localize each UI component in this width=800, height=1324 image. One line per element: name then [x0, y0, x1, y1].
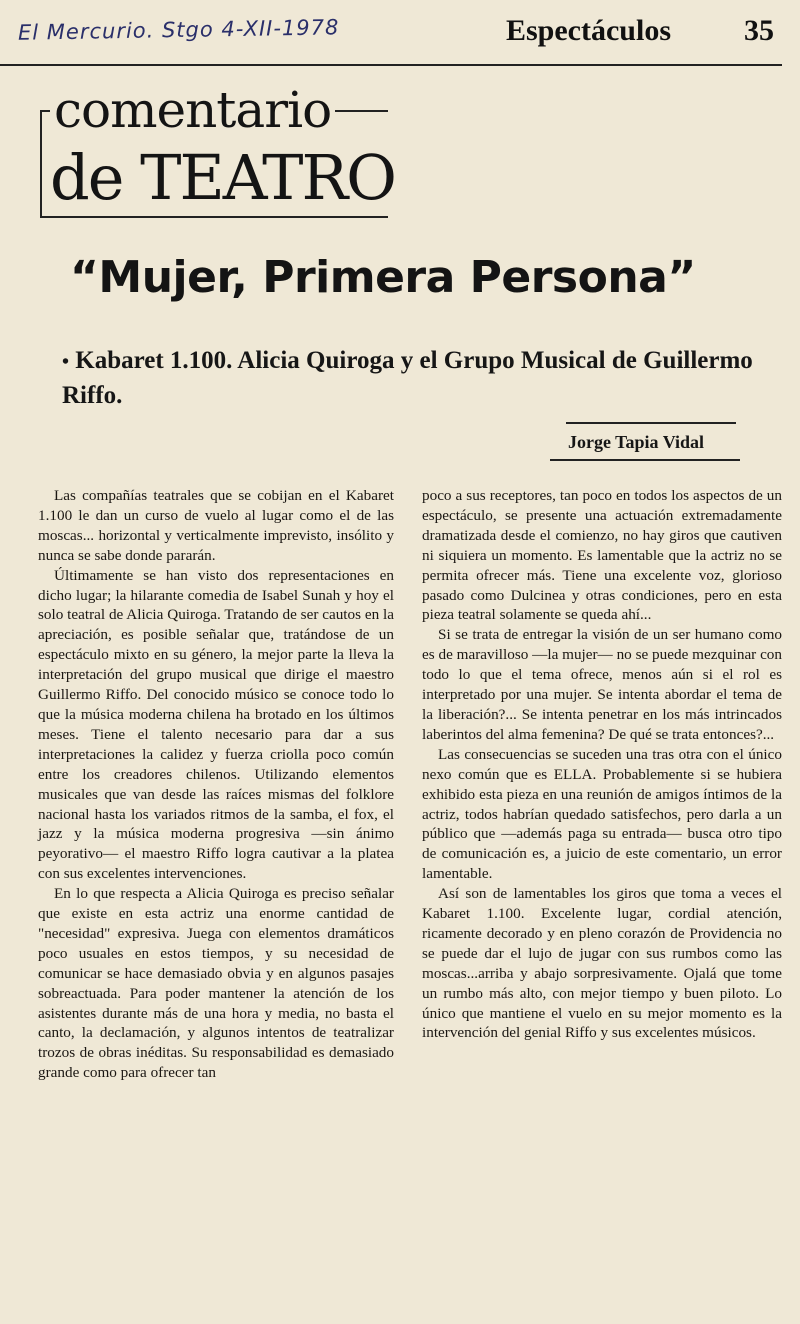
paragraph: En lo que respecta a Alicia Quiroga es preciso señalar que existe en esta actriz una enorme cantidad de "necesidad" expresiva. Juega con elementos dramáticos poco usuales en estos tiempos, y su necesidad de comunicar se hace demasiado obvia y en algunos pasajes sobreactuada. Para poder mantener la atención de los asistentes durante más de una hora y media, no basta el canto, la declamación, y algunos intentos de teatralizar trozos de obras inéditas. Su responsabilidad es demasiado grande como para ofrecer tan [38, 885, 394, 1082]
paragraph: Las consecuencias se suceden una tras otra con el único nexo común que es ELLA. Probablemente si se hubiera exhibido esta pieza en una reunión de amigos íntimos de la actriz, todos habrían quedado satisfechos, pero darla a un público que —además paga su entrada— busca otro tipo de comunicación es, a juicio de este comentario, un error lamentable. [422, 745, 782, 883]
handwritten-source-note: El Mercurio. Stgo 4-XII-1978 [17, 15, 340, 45]
paragraph: Últimamente se han visto dos representaciones en dicho lugar; la hilarante comedia de Isabel Sunah y hoy el solo teatral de Alicia Quiroga. Tratando de ser cautos en la apreciación, es posible señalar que, tratándose de un espectáculo mixto en su género, la mejor parte la lleva la interpretación del grupo musical que dirige el maestro Guillermo Riffo. Del conocido músico se conoce todo lo que la música moderna chilena ha brotado en los últimos meses. Tiene el talento necesario para dar a sus interpretaciones la calidez y fuerza criolla poco común entre los creadores chilenos. Utilizando elementos musicales que van desde las raíces mismas del folklore nacional hasta los variados ritmos de la samba, el fox, el jazz y la música moderna progresiva —sin ánimo peyorativo— el maestro Riffo logra cautivar a la platea con sus excelentes intervenciones. [38, 566, 394, 883]
byline-rule-top [566, 422, 736, 424]
logo-line-2: de TEATRO [50, 141, 395, 214]
bullet-icon: • [62, 351, 70, 373]
paragraph: Las compañías teatrales que se cobijan en el Kabaret 1.100 le dan un curso de vuelo al lugar como el de las moscas... horizontal y verticalmente imprevisto, insólito y nunca se sabe donde pararán. [38, 487, 394, 564]
article-title: “Mujer, Primera Persona” [70, 252, 696, 303]
article-subtitle [62, 344, 762, 412]
byline-rule-bottom [550, 459, 740, 461]
subtitle-text: Kabaret 1.100. Alicia Quiroga y el Grupo Musical de Guillermo Riffo. [62, 347, 753, 409]
column-right [422, 486, 782, 1043]
paragraph: Si se trata de entregar la visión de un ser humano como es de maravilloso —la mujer— no se puede mezquinar con todo lo que el tema ofrece, menos aún si el rol es interpretado por una mujer. Se intenta abordar el tema de la liberación?... Se intenta penetrar en los más intrincados laberintos del alma femenina? De qué se trata entonces?... [422, 626, 782, 743]
paragraph: Así son de lamentables los giros que toma a veces el Kabaret 1.100. Excelente lugar, cordial atención, ricamente decorado y en pleno corazón de Providencia no se puede dar el lujo de jugar con sus rumbos como las moscas...arriba y abajo sorpresivamente. Ojalá que tome un rumbo más alto, con mejor tiempo y buen piloto. Lo único que mantiene el vuelo en su mejor momento es la intervención del genial Riffo y sus excelentes músicos. [422, 885, 782, 1042]
byline: Jorge Tapia Vidal [568, 432, 705, 452]
header-rule [0, 64, 782, 66]
column-logo [36, 80, 398, 220]
page-number: 35 [744, 14, 774, 47]
section-title: Espectáculos [506, 14, 671, 47]
paragraph: poco a sus receptores, tan poco en todos los aspectos de un espectáculo, se presente una actuación extremadamente dramatizada desde el comienzo, no hay giros que cautiven ni siquiera un momento. Es lamentable que la actriz no se permita ofrecer más. Tiene una excelente voz, glorioso pasado como Dulcinea y otras condiciones, pero en esta pieza teatral solamente se queda ahí... [422, 487, 782, 624]
column-left [38, 486, 394, 1083]
logo-line-1: comentario [50, 80, 335, 140]
